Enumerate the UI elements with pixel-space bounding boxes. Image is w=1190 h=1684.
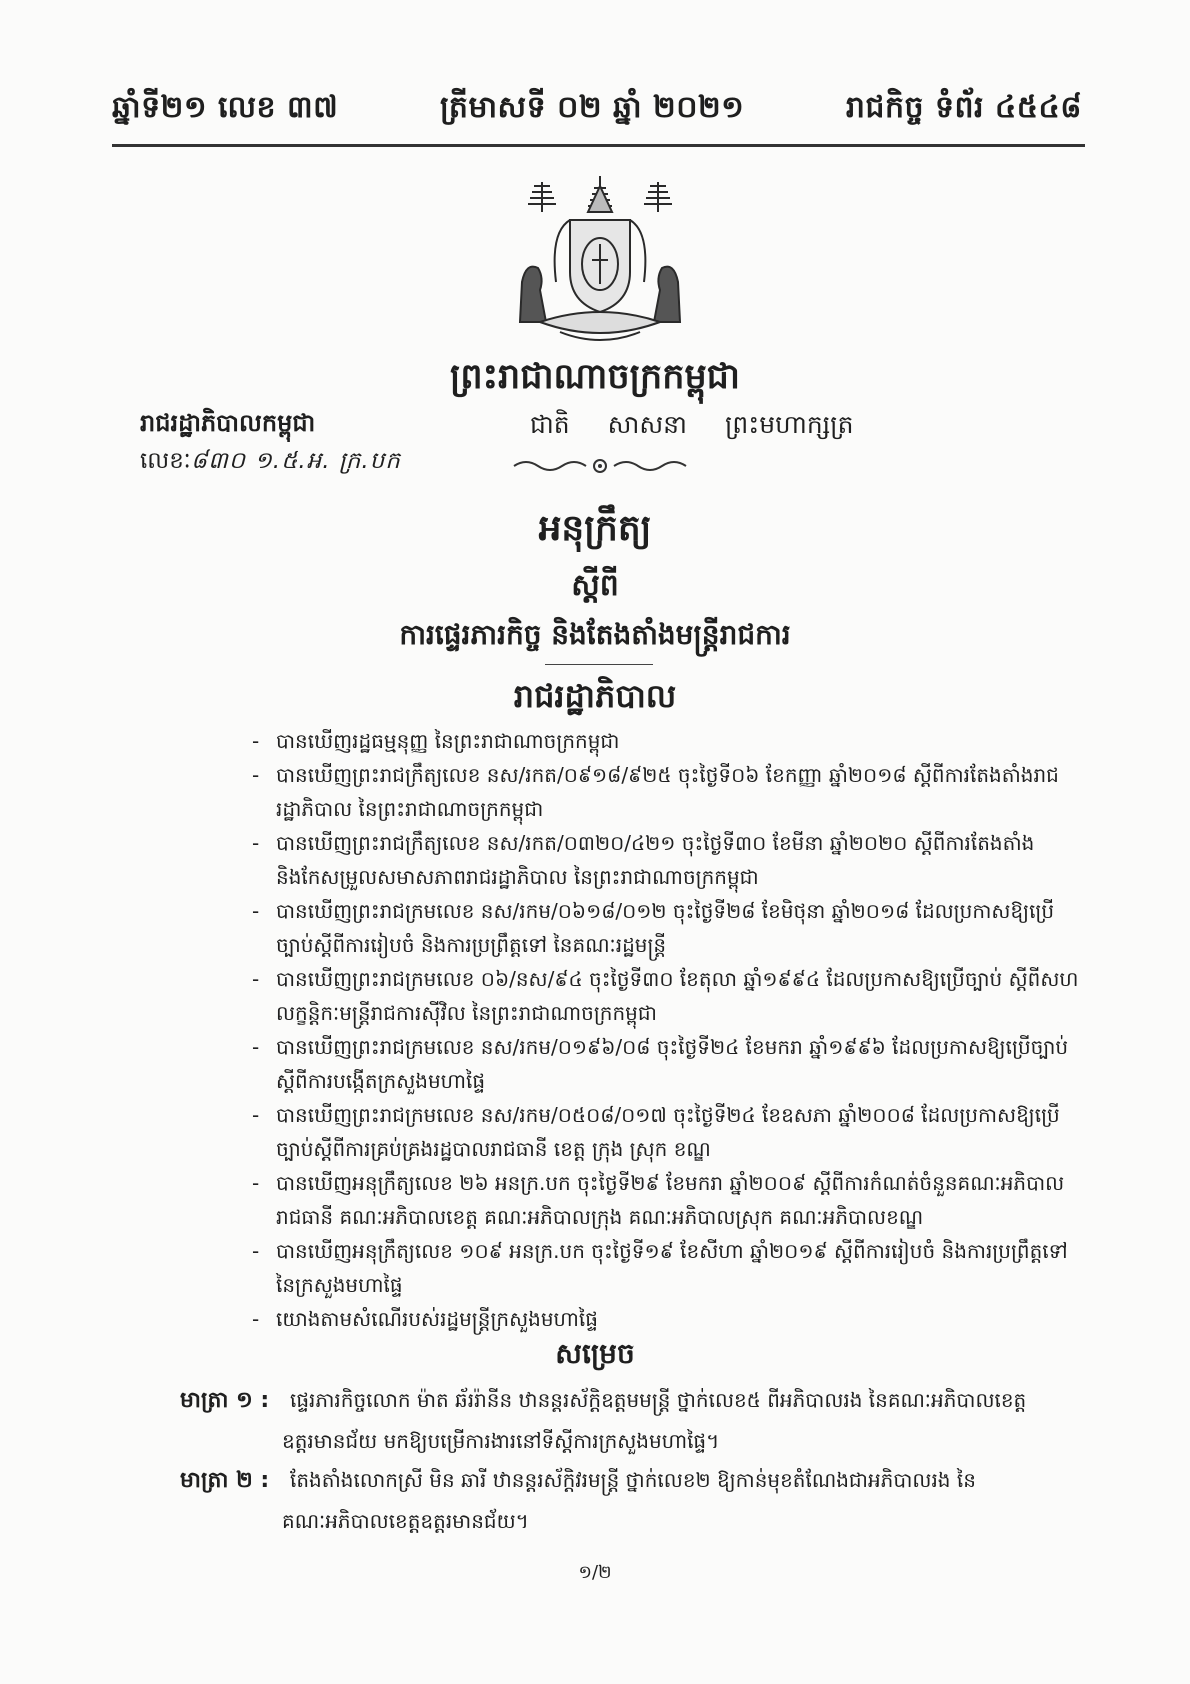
royal-coat-of-arms-icon [500,172,700,348]
header-divider [112,144,1085,147]
recital-item: - បានឃើញអនុក្រឹត្យលេខ ២៦ អនក្រ.បក ចុះថ្ងៃទី២៩ ខែមករា ឆ្នាំ២០០៩ ស្តីពីការកំណត់ចំនួនគណៈអភិបាលរាជធានី គណៈអភិបាលខេត្ត គណៈអភិបាលក្រុង គណៈអភិបាលស្រុក គណៈអភិបាលខណ្ឌ [252,1171,1065,1229]
page-number: ១/២ [578,1562,612,1583]
decides-heading: សម្រេច [555,1337,635,1370]
motto-religion: សាសនា [607,410,687,439]
decree-title: អនុក្រឹត្យ [538,508,652,549]
recital-item: - បានឃើញព្រះរាជក្រឹត្យលេខ នស/រកត/០៩១៨/៩២៥ ចុះថ្ងៃទី០៦ ខែកញ្ញា ឆ្នាំ២០១៨ ស្តីពីការតែងតាំងរាជរដ្ឋាភិបាល នៃព្រះរាជាណាចក្រកម្ពុជា [252,763,1059,821]
recital-item: - បានឃើញព្រះរាជក្រមលេខ នស/រកម/០៦១៨/០១២ ចុះថ្ងៃទី២៨ ខែមិថុនា ឆ្នាំ២០១៨ ដែលប្រកាសឱ្យប្រើច្បាប់ស្តីពីការរៀបចំ និងការប្រព្រឹត្តទៅ នៃគណៈរដ្ឋមន្ត្រី [252,899,1055,957]
recital-item: - បានឃើញព្រះរាជក្រឹត្យលេខ នស/រកត/០៣២០/៤២១ ចុះថ្ងៃទី៣០ ខែមីនា ឆ្នាំ២០២០ ស្តីពីការតែងតាំង និងកែសម្រួលសមាសភាពរាជរដ្ឋាភិបាល នៃព្រះរាជាណាចក្រកម្ពុជា [252,831,1035,889]
reference-label: លេខៈ [140,448,191,474]
motto-nation: ជាតិ [530,410,570,439]
decree-on: ស្តីពី [571,568,619,603]
gazette-page: រាជកិច្ច ទំព័រ ៤៥៤៨ [845,90,1082,125]
motto-king: ព្រះមហាក្សត្រ [724,410,854,439]
ornament-divider-icon [510,456,690,476]
article-text: ផ្ទេរភារកិច្ចលោក ម៉ាត ឆ័ររ៉ានីន ឋានន្តរស័ក្តិឧត្តមមន្ត្រី ថ្នាក់លេខ៥ ពីអភិបាលរង នៃគណៈអភិបាលខេត្ត [290,1388,1027,1412]
gazette-issue: ឆ្នាំទី២១ លេខ ៣៧ [112,90,339,125]
decree-authority: រាជរដ្ឋាភិបាល [513,677,677,715]
article-label: មាត្រា ១ : [180,1388,270,1413]
article-label: មាត្រា ២ : [180,1468,270,1493]
recital-item: - បានឃើញព្រះរាជក្រមលេខ នស/រកម/០១៩៦/០៨ ចុះថ្ងៃទី២៤ ខែមករា ឆ្នាំ១៩៩៦ ដែលប្រកាសឱ្យប្រើច្បាប់ស្តីពីការបង្កើតក្រសួងមហាផ្ទៃ [252,1035,1069,1093]
recital-item: - បានឃើញព្រះរាជក្រមលេខ ០៦/នស/៩៤ ចុះថ្ងៃទី៣០ ខែតុលា ឆ្នាំ១៩៩៤ ដែលប្រកាសឱ្យប្រើច្បាប់ ស្តីពីសហលក្ខន្តិកៈមន្ត្រីរាជការស៊ីវិល នៃព្រះរាជាណាចក្រកម្ពុជា [252,967,1079,1025]
gazette-quarter: ត្រីមាសទី ០២ ឆ្នាំ ២០២១ [440,90,745,125]
kingdom-name: ព្រះរាជាណាចក្រកម្ពុជា [449,357,740,397]
article-1 [180,1380,1080,1461]
decree-subject: ការផ្ទេរភារកិច្ច និងតែងតាំងមន្ត្រីរាជការ [399,618,791,651]
national-motto [530,410,884,446]
article-2 [180,1460,1080,1541]
article-text-continued: ឧត្តរមានជ័យ មកឱ្យបម្រើការងារនៅទីស្តីការក្រសួងមហាផ្ទៃ។ [282,1429,720,1453]
recital-item: - បានឃើញព្រះរាជក្រមលេខ នស/រកម/០៥០៨/០១៧ ចុះថ្ងៃទី២៤ ខែឧសភា ឆ្នាំ២០០៨ ដែលប្រកាសឱ្យប្រើច្បាប់ស្តីពីការគ្រប់គ្រងរដ្ឋបាលរាជធានី ខេត្ត ក្រុង ស្រុក ខណ្ឌ [252,1103,1060,1161]
recital-item: - បានឃើញរដ្ឋធម្មនុញ្ញ នៃព្រះរាជាណាចក្រកម្ពុជា [252,729,620,753]
recital-item: - យោងតាមសំណើរបស់រដ្ឋមន្ត្រីក្រសួងមហាផ្ទៃ [252,1307,598,1331]
article-text-continued: គណៈអភិបាលខេត្តឧត្តរមានជ័យ។ [282,1509,529,1533]
recitals-list [252,724,1082,1336]
title-divider [545,664,653,665]
recital-item: - បានឃើញអនុក្រឹត្យលេខ ១០៩ អនក្រ.បក ចុះថ្ងៃទី១៩ ខែសីហា ឆ្នាំ២០១៩ ស្តីពីការរៀបចំ និងការប្រព្រឹត្តទៅ នៃក្រសួងមហាផ្ទៃ [252,1239,1068,1297]
issuer-name: រាជរដ្ឋាភិបាលកម្ពុជា [140,409,316,437]
article-text: តែងតាំងលោកស្រី មិន ឆារី ឋានន្តរស័ក្តិវរមន្ត្រី ថ្នាក់លេខ២ ឱ្យកាន់មុខតំណែងជាអភិបាលរង នៃ [290,1468,976,1492]
reference-number [140,447,401,480]
reference-value: ៨៣០ ១.៥.អ. ក្រ.បក [190,448,401,474]
